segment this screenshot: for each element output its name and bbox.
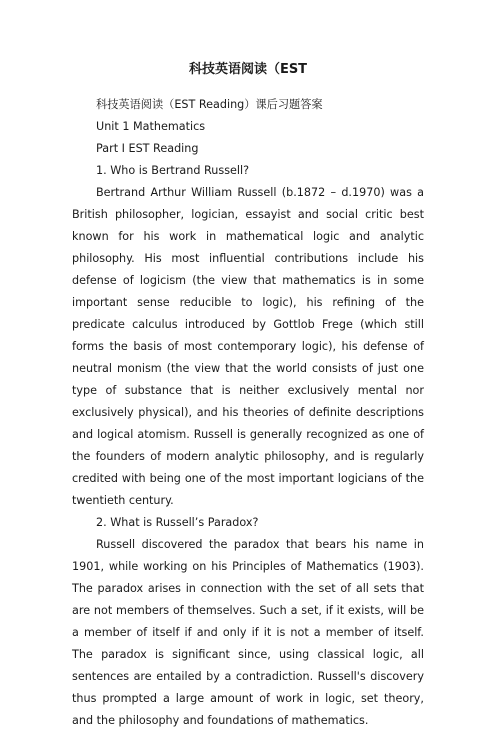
document-subtitle: 科技英语阅读（EST Reading）课后习题答案	[96, 98, 323, 111]
answer-1-paragraph: Bertrand Arthur William Russell (b.1872 – d.1970) was a British philosopher, logician, essayist and social critic best known for his work in mathematical logic and analytic philosophy. His most influential contributions include his defense of logicism (the view that mathematics is in some important sense reducible to logic), his refining of the predicate calculus introduced by Gottlob Frege (which still forms the basis of most contemporary logic), his defense of neutral monism (the view that the world consists of just one type of substance that is neither exclusively mental nor exclusively physical), and his theories of definite descriptions and logical atomism. Russell is generally recognized as one of the founders of modern analytic philosophy, and is regularly credited with being one of the most important logicians of the twentieth century.	[72, 186, 424, 507]
question-2: 2. What is Russell’s Paradox?	[96, 516, 259, 529]
answer-2-paragraph: Russell discovered the paradox that bears his name in 1901, while working on his Principles of Mathematics (1903). The paradox arises in connection with the set of all sets that are not members of themselves. Such a set, if it exists, will be a member of itself if and only if it is not a member of itself. The paradox is significant since, using classical logic, all sentences are entailed by a contradiction. Russell's discovery thus prompted a large amount of work in logic, set theory, and the philosophy and foundations of mathematics.	[72, 538, 424, 727]
document-title: 科技英语阅读（EST	[188, 62, 308, 77]
question-1: 1. Who is Bertrand Russell?	[96, 164, 250, 177]
part-heading: Part I EST Reading	[96, 142, 199, 155]
unit-heading: Unit 1 Mathematics	[96, 120, 206, 133]
